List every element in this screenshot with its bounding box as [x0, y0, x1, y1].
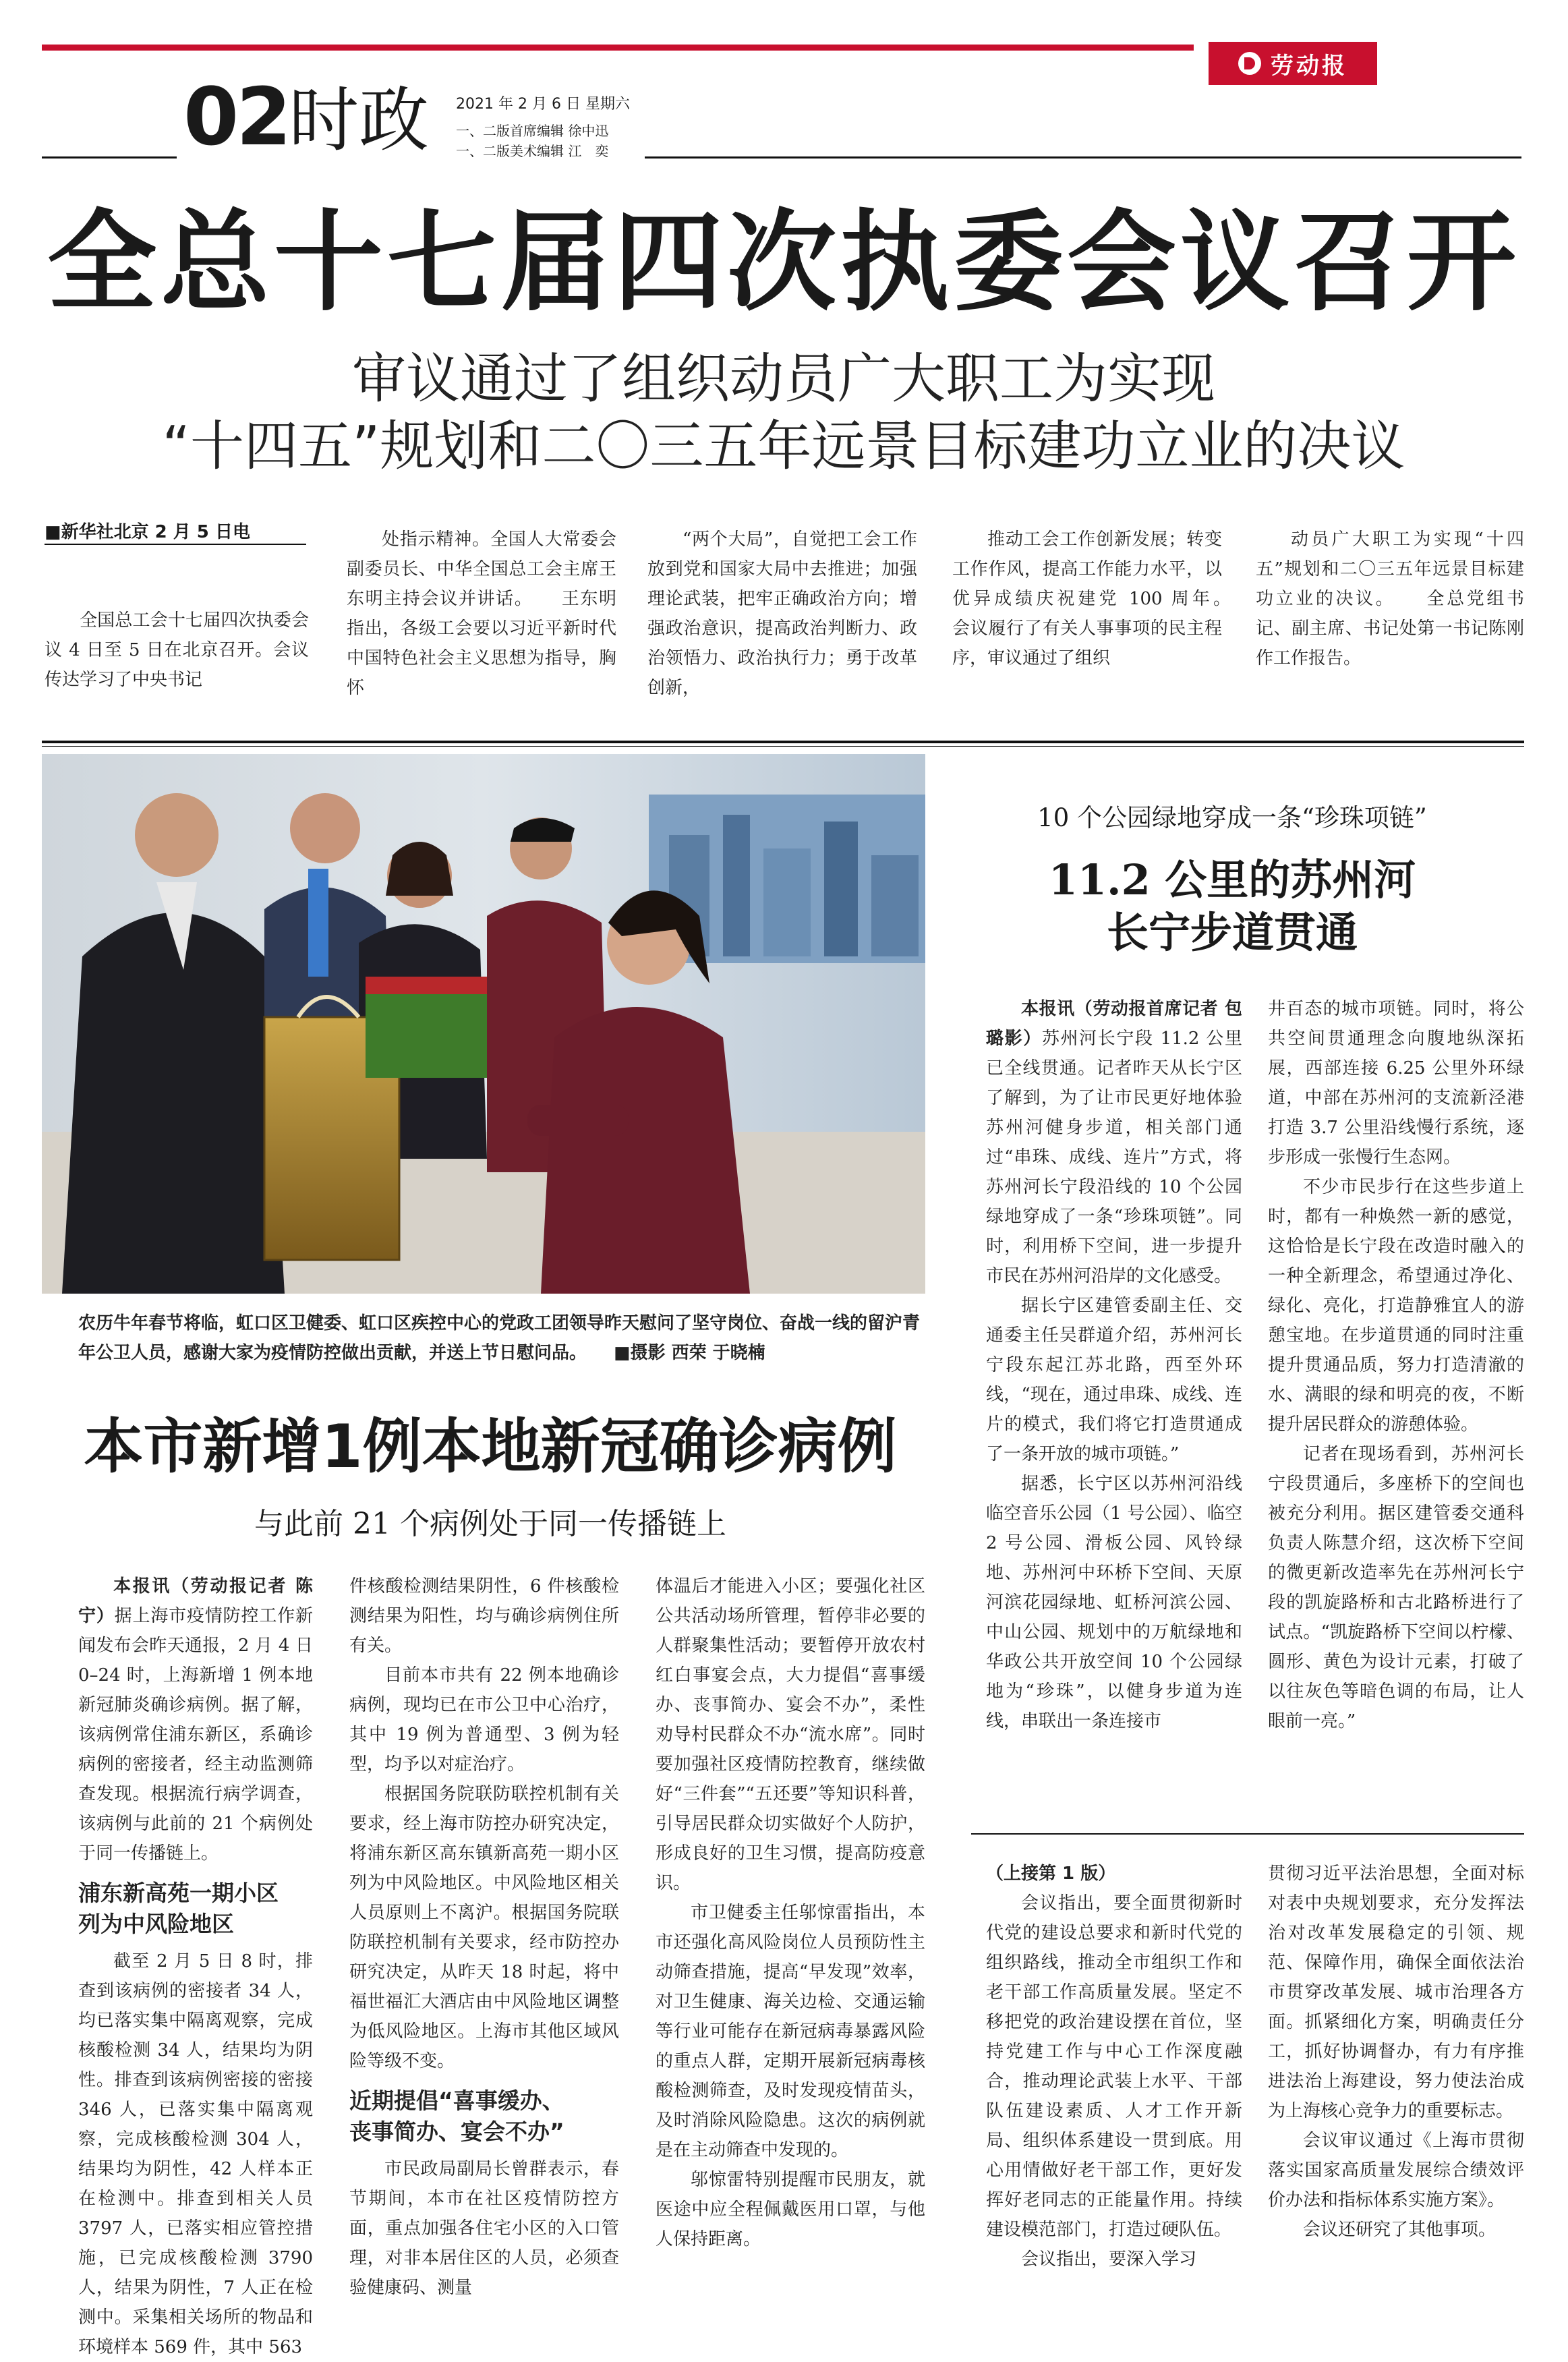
story1-subhead-1: 审议通过了组织动员广大职工为实现	[352, 347, 1215, 410]
news-photo	[42, 754, 925, 1294]
story1-column-4: 推动工会工作创新发展；转变工作作风，提高工作能力水平，以优异成绩庆祝建党 100 周年。 会议履行了有关人事事项的民主程序，审议通过了组织	[952, 529, 1258, 668]
story4-column-1: （上接第 1 版） 会议指出，要全面贯彻新时代党的建设总要求和新时代党的组织路线，推动全市组织工作和老干部工作高质量发展。坚定不移把党的政治建设摆在首位，坚持党建工作与中心工作深度融合，推动理论武装上水平、干部队伍建设素质、人才工作开新局、组织体系建设一贯到底。用心用情做好老干部工作，更好发挥好老同志的正能量作用。持续建设模范部门，打造过硬队伍。 会议指出，要深入学习	[986, 1864, 1242, 2270]
story3-byline: 本报讯（劳动报记者 陈宁）	[78, 1576, 313, 1626]
story2-byline: 本报讯（劳动报首席记者 包璐影）	[986, 999, 1242, 1049]
story3-column-1: 本报讯（劳动报记者 陈宁）据上海市疫情防控工作新闻发布会昨天通报，2 月 4 日 0–24 时，上海新增 1 例本地新冠肺炎确诊病例。据了解，该病例常住浦东新区，系确诊病例的密接者，经主动监测筛查发现。根据流行病学调查，该病例与此前的 21 个病例处于同一传播链上。 浦东新高苑一期小区 列为中风险地区 截至 2 月 5 日 8 时，排查到该病例的密接者 34 人，均已落实集中隔离观察，完成核酸检测 34 人，结果均为阴性。排查到该病例密接的密接 346 人，已落实集中隔离观察，完成核酸检测 304 人，结果均为阴性，42 人样本正在检测中。排查到相关人员 3797 人，已落实相应管控措施，已完成核酸检测 3790 人，结果为阴性，7 人正在检测中。采集相关场所的物品和环境样本 569 件，其中 563	[78, 1576, 313, 2357]
story1-column-1: 全国总工会十七届四次执委会议 4 日至 5 日在北京召开。会议传达学习了中央书记	[45, 610, 309, 690]
story3-subhead: 与此前 21 个病例处于同一传播链上	[254, 1507, 726, 1541]
header-right-rule	[645, 156, 1521, 159]
top-red-rule	[42, 45, 1194, 51]
story1-column-3: “两个大局”，自觉把工会工作放到党和国家大局中去推进；加强理论武装，把牢正确政治方向；增强政治意识，提高政治判断力、政治领悟力、政治执行力；勇于改革创新，	[647, 529, 917, 698]
story4-jump-line: （上接第 1 版）	[986, 1864, 1116, 1884]
section-divider-bottom	[42, 746, 1524, 747]
story3-headline: 本市新增1例本地新冠确诊病例	[84, 1412, 897, 1481]
story3-subheading-2: 近期提倡“喜事缓办、 丧事简办、宴会不办”	[349, 2087, 564, 2145]
header-left-rule	[42, 156, 177, 159]
story3-subheading-1: 浦东新高苑一期小区 列为中风险地区	[78, 1880, 279, 1937]
section-name: 时政	[289, 79, 430, 161]
page-number: 02	[183, 70, 289, 163]
story1-dateline: ■新华社北京 2 月 5 日电	[45, 522, 250, 542]
photo-credit: ■摄影 西荣 于晓楠	[614, 1343, 765, 1363]
story2-headline-1: 11.2 公里的苏州河	[1048, 855, 1416, 904]
story1-column-2: 处指示精神。全国人大常委会副委员长、中华全国总工会主席王东明主持会议并讲话。 王东明指出，各级工会要以习近平新时代中国特色社会主义思想为指导，胸怀	[347, 529, 616, 698]
section-divider-top	[42, 741, 1524, 743]
story1-column-5: 动员广大职工为实现“十四五”规划和二〇三五年远景目标建功立业的决议。 全总党组书记、副主席、书记处第一书记陈刚作工作报告。	[1256, 529, 1524, 668]
story2-column-1: 本报讯（劳动报首席记者 包璐影）苏州河长宁段 11.2 公里已全线贯通。记者昨天从长宁区了解到，为了让市民更好地体验苏州河健身步道，相关部门通过“串珠、成线、连片”方式，将苏州河长宁段沿线的 10 个公园绿地穿成了一条“珍珠项链”。同时，利用桥下空间，进一步提升市民在苏州河沿岸的文化感受。 据长宁区建管委副主任、交通委主任吴群道介绍，苏州河长宁段东起江苏北路，西至外环线，“现在，通过串珠、成线、连片的模式，我们将它打造贯通成了一条开放的城市项链。” 据悉，长宁区以苏州河沿线临空音乐公园（1 号公园）、临空 2 号公园、滑板公园、风铃绿地、苏州河中环桥下空间、天原河滨花园绿地、虹桥河滨公园、中山公园、规划中的万航绿地和华政公共开放空间 10 个公园绿地为“珍珠”，以健身步道为连线，串联出一条连接市	[986, 999, 1242, 1731]
story2-bottom-rule	[971, 1833, 1524, 1835]
editor-line-2: 一、二版美术编辑 江 奕	[456, 143, 609, 159]
story3-column-2: 件核酸检测结果阴性，6 件核酸检测结果为阳性，均与确诊病例住所有关。 目前本市共有 22 例本地确诊病例，现均已在市公卫中心治疗，其中 19 例为普通型、3 例为轻型，均予以对症治疗。 根据国务院联防联控机制有关要求，经上海市防控办研究决定，将浦东新区高东镇新高苑一期小区列为中风险地区。中风险地区相关人员原则上不离沪。根据国务院联防联控机制有关要求，经市防控办研究决定，从昨天 18 时起，将中福世福汇大酒店由中风险地区调整为低风险地区。上海市其他区域风险等级不变。 近期提倡“喜事缓办、 丧事简办、宴会不办” 市民政局副局长曾群表示，春节期间，本市在社区疫情防控方面，重点加强各住宅小区的入口管理，对非本居住区的人员，必须查验健康码、测量	[349, 1576, 619, 2298]
story4-column-2: 贯彻习近平法治思想，全面对标对表中央规划要求，充分发挥法治对改革发展稳定的引领、规范、保障作用，确保全面依法治市贯穿改革发展、城市治理各方面。抓紧细化方案，明确责任分工，抓好协调督办，有力有序推进法治上海建设，努力使法治成为上海核心竞争力的重要标志。 会议审议通过《上海市贯彻落实国家高质量发展综合绩效评价办法和指标体系实施方案》。 会议还研究了其他事项。	[1268, 1864, 1524, 2240]
dateline-rule	[45, 544, 306, 545]
masthead-logo-icon	[1238, 52, 1261, 75]
masthead-title: 劳动报	[1271, 52, 1347, 80]
photo-caption: 农历牛年春节将临，虹口区卫健委、虹口区疾控中心的党政工团领导昨天慰问了坚守岗位、奋战一线的留沪青年公卫人员，感谢大家为疫情防控做出贡献，并送上节日慰问品。 ■摄影 西荣 于晓楠	[78, 1308, 928, 1368]
editor-line-1: 一、二版首席编辑 徐中迅	[456, 123, 609, 139]
story1-subhead-2: “十四五”规划和二〇三五年远景目标建功立业的决议	[162, 415, 1405, 478]
story2-column-2: 井百态的城市项链。同时，将公共空间贯通理念向腹地纵深拓展，西部连接 6.25 公里外环绿道，中部在苏州河的支流新泾港打造 3.7 公里沿线慢行系统，逐步形成一张慢行生态网。 不少市民步行在这些步道上时，都有一种焕然一新的感觉，这恰恰是长宁段在改造时融入的一种全新理念，希望通过净化、绿化、亮化，打造静雅宜人的游憩宝地。在步道贯通的同时注重提升贯通品质，努力打造清澈的水、满眼的绿和明亮的夜，不断提升居民群众的游憩体验。 记者在现场看到，苏州河长宁段贯通后，多座桥下的空间也被充分利用。据区建管委交通科负责人陈慧介绍，这次桥下空间的微更新改造率先在苏州河长宁段的凯旋路桥和古北路桥进行了试点。“凯旋路桥下空间以柠檬、圆形、黄色为设计元素，打破了以往灰色等暗色调的布局，让人眼前一亮。”	[1268, 999, 1524, 1731]
story2-kicker: 10 个公园绿地穿成一条“珍珠项链”	[1037, 803, 1427, 832]
story3-column-3: 体温后才能进入小区；要强化社区公共活动场所管理，暂停非必要的人群聚集性活动；要暂停开放农村红白事宴会点，大力提倡“喜事缓办、丧事简办、宴会不办”，柔性劝导村民群众不办“流水席”。同时要加强社区疫情防控教育，继续做好“三件套”“五还要”等知识科普，引导居民群众切实做好个人防护，形成良好的卫生习惯，提高防疫意识。 市卫健委主任邬惊雷指出，本市还强化高风险岗位人员预防性主动筛查措施，提高“早发现”效率，对卫生健康、海关边检、交通运输等行业可能存在新冠病毒暴露风险的重点人群，定期开展新冠病毒核酸检测筛查，及时发现疫情苗头，及时消除风险隐患。这次的病例就是在主动筛查中发现的。 邬惊雷特别提醒市民朋友，就医途中应全程佩戴医用口罩，与他人保持距离。	[656, 1576, 925, 2249]
issue-date: 2021 年 2 月 6 日 星期六	[456, 96, 630, 113]
story1-headline: 全总十七届四次执委会议召开	[47, 200, 1520, 326]
masthead-badge	[1209, 42, 1377, 85]
story2-headline-2: 长宁步道贯通	[1106, 908, 1358, 957]
